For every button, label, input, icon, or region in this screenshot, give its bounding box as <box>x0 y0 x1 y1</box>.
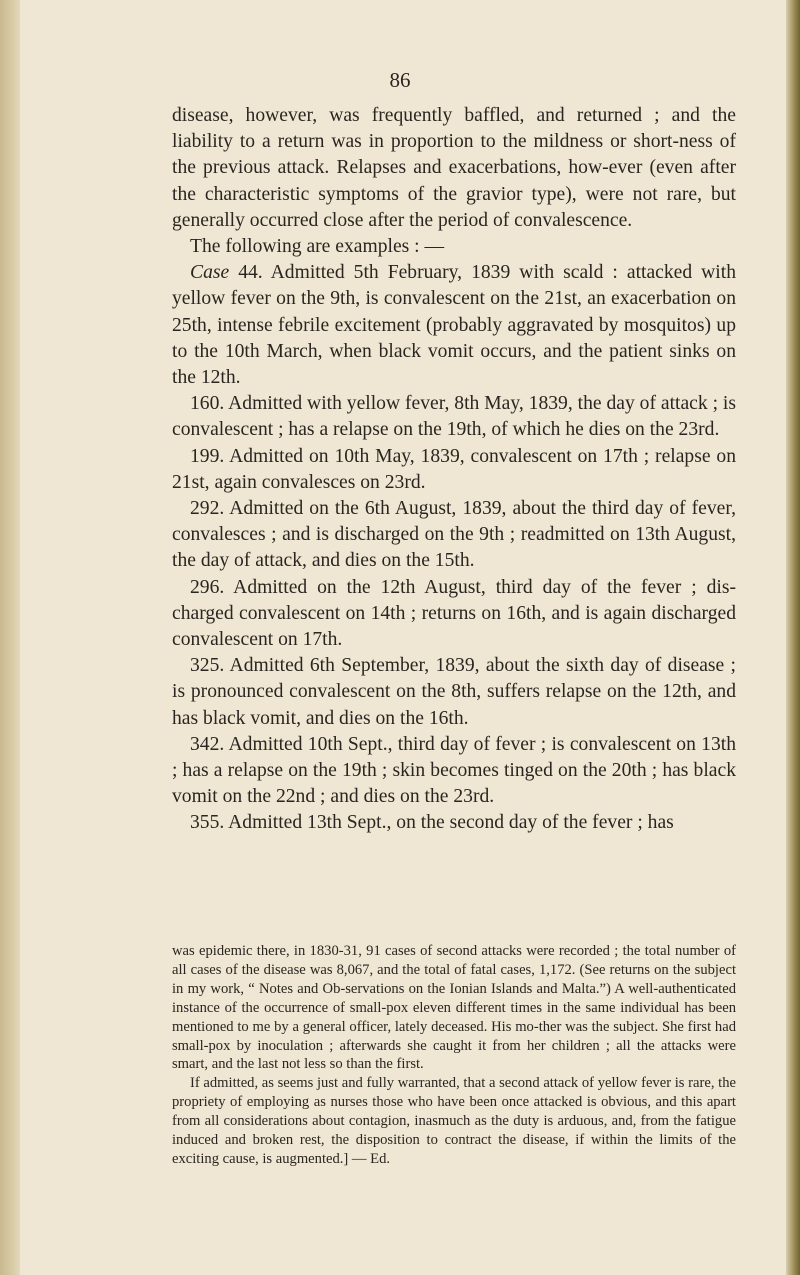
case-entry <box>172 653 736 732</box>
case-text: Admitted 6th September, 1839, about the sixth day of disease ; is pronounced convalescent on the 8th, suffers relapse on the 12th, and has black vomit, and dies on the 16th. <box>172 655 736 729</box>
case-number: 44. <box>238 262 263 284</box>
case-text: Admitted with yellow fever, 8th May, 1839, the day of attack ; is convalescent ; has a relapse on the 19th, of which he dies on the 23rd. <box>172 393 736 441</box>
left-page-edge <box>0 0 22 1275</box>
case-number: 292. <box>190 498 225 520</box>
paragraph: disease, however, was frequently baffled, and returned ; and the liability to a return was in proportion to the mildness or short-ness of the previous attack. Relapses and exacerbations, how-ever (even after the characteristic symptoms of the gravior type), were not rare, but generally occurred close after the period of convalescence. <box>172 105 736 231</box>
case-entry <box>172 391 736 443</box>
paragraph: The following are examples : — <box>190 236 445 258</box>
case-text: Admitted on 10th May, 1839, convalescent on 17th ; relapse on 21st, again convalesces on 23rd. <box>172 445 736 493</box>
case-entry <box>172 260 736 391</box>
case-label: Case <box>190 262 230 284</box>
case-number: 325. <box>190 655 225 677</box>
case-number: 342. <box>190 733 225 755</box>
case-number: 199. <box>190 445 225 467</box>
right-page-edge <box>786 0 800 1275</box>
case-entry <box>172 575 736 654</box>
case-entry <box>172 810 736 836</box>
case-text: Admitted on the 6th August, 1839, about the third day of fever, convalesces ; and is discharged on the 9th ; readmitted on 13th August, the day of attack, and dies on the 15th. <box>172 498 736 572</box>
page-number: 86 <box>389 68 411 92</box>
case-entry <box>172 732 736 811</box>
footnote-paragraph: was epidemic there, in 1830-31, 91 cases of second attacks were recorded ; the total number of all cases of the disease was 8,067, and the total of fatal cases, 1,172. (See returns on the subject in my work, “ Notes and Ob-servations on the Ionian Islands and Malta.”) A well-authenticated instance of the occurrence of small-pox eleven different times in the same individual has been mentioned to me by a general officer, lately deceased. His mo-ther was the subject. She first had small-pox by inoculation ; afterwards she caught it from her children ; all the attacks were smart, and the last not less so than the first. <box>172 943 736 1073</box>
main-text-body <box>172 103 736 837</box>
case-entry <box>172 444 736 496</box>
case-text: Admitted 13th Sept., on the second day of the fever ; has <box>228 812 674 834</box>
case-number: 296. <box>190 576 225 598</box>
case-text: Admitted on the 12th August, third day of the fever ; dis-charged convalescent on 14th ; returns on 16th, and is again discharged convalescent on 17th. <box>172 576 736 651</box>
case-number: 355. <box>190 812 225 834</box>
case-number: 160. <box>190 393 225 415</box>
case-text: Admitted 5th February, 1839 with scald : attacked with yellow fever on the 9th, is convalescent on the 21st, an exacerbation on 25th, intense febrile excitement (probably aggravated by mosquitos) up to the 10th March, when black vomit occurs, and the patient sinks on the 12th. <box>172 262 736 389</box>
footnote <box>172 942 736 1169</box>
footnote-paragraph: If admitted, as seems just and fully warranted, that a second attack of yellow fever is rare, the propriety of employing as nurses those who have been once attacked is obvious, and this apart from all considerations about contagion, inasmuch as the duty is arduous, and, from the fatigue induced and broken rest, the disposition to contract the disease, if within the limits of the exciting cause, is augmented.] — Ed. <box>172 1075 736 1167</box>
case-text: Admitted 10th Sept., third day of fever ; is convalescent on 13th ; has a relapse on the 19th ; skin becomes tinged on the 20th ; has black vomit on the 22nd ; and dies on the 23rd. <box>172 733 736 808</box>
case-entry <box>172 496 736 575</box>
